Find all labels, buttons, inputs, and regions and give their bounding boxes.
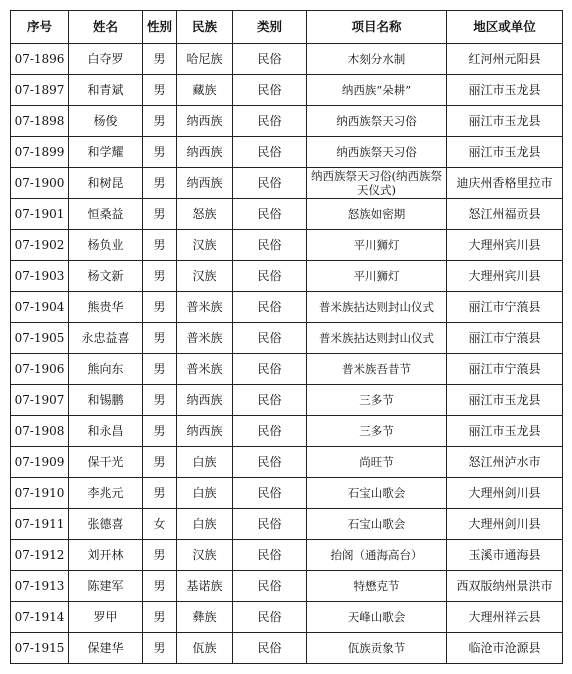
cell-category: 民俗: [233, 540, 307, 571]
cell-gender: 男: [143, 168, 177, 199]
cell-name: 张德喜: [69, 509, 143, 540]
cell-gender: 男: [143, 540, 177, 571]
cell-region: 红河州元阳县: [447, 44, 563, 75]
table-row: [11, 137, 563, 168]
cell-name: 杨负业: [69, 230, 143, 261]
cell-serial: 07-1900: [11, 168, 69, 199]
header-serial: 序号: [11, 11, 69, 44]
cell-serial: 07-1915: [11, 633, 69, 664]
table-row: [11, 633, 563, 664]
table-row: [11, 292, 563, 323]
header-gender: 性别: [143, 11, 177, 44]
cell-name: 陈建军: [69, 571, 143, 602]
cell-category: 民俗: [233, 416, 307, 447]
table-row: [11, 478, 563, 509]
table-row: [11, 602, 563, 633]
cell-serial: 07-1902: [11, 230, 69, 261]
table-row: [11, 509, 563, 540]
cell-ethnicity: 普米族: [177, 323, 233, 354]
table-row: [11, 354, 563, 385]
cell-gender: 男: [143, 416, 177, 447]
cell-name: 白夺罗: [69, 44, 143, 75]
header-category: 类别: [233, 11, 307, 44]
cell-category: 民俗: [233, 44, 307, 75]
cell-name: 和青斌: [69, 75, 143, 106]
cell-ethnicity: 汉族: [177, 230, 233, 261]
cell-ethnicity: 纳西族: [177, 385, 233, 416]
cell-category: 民俗: [233, 323, 307, 354]
cell-region: 丽江市玉龙县: [447, 416, 563, 447]
cell-region: 丽江市玉龙县: [447, 137, 563, 168]
cell-gender: 男: [143, 75, 177, 106]
cell-name: 保建华: [69, 633, 143, 664]
cell-region: 大理州宾川县: [447, 261, 563, 292]
cell-region: 大理州祥云县: [447, 602, 563, 633]
cell-name: 和学耀: [69, 137, 143, 168]
cell-region: 临沧市沧源县: [447, 633, 563, 664]
cell-name: 永忠益喜: [69, 323, 143, 354]
cell-gender: 女: [143, 509, 177, 540]
cell-name: 熊向东: [69, 354, 143, 385]
cell-category: 民俗: [233, 447, 307, 478]
cell-ethnicity: 怒族: [177, 199, 233, 230]
cell-name: 熊贵华: [69, 292, 143, 323]
cell-region: 丽江市玉龙县: [447, 385, 563, 416]
cell-category: 民俗: [233, 261, 307, 292]
cell-project: 普米族拈达则封山仪式: [307, 292, 447, 323]
cell-ethnicity: 纳西族: [177, 168, 233, 199]
cell-region: 丽江市玉龙县: [447, 106, 563, 137]
cell-ethnicity: 普米族: [177, 354, 233, 385]
table-row: [11, 168, 563, 199]
table-header-row: [11, 11, 563, 44]
cell-gender: 男: [143, 292, 177, 323]
cell-name: 杨文新: [69, 261, 143, 292]
cell-gender: 男: [143, 261, 177, 292]
cell-project: 佤族贡象节: [307, 633, 447, 664]
cell-region: 大理州宾川县: [447, 230, 563, 261]
cell-name: 保干光: [69, 447, 143, 478]
cell-project: 木刻分水制: [307, 44, 447, 75]
cell-project: 三多节: [307, 385, 447, 416]
cell-gender: 男: [143, 385, 177, 416]
cell-ethnicity: 白族: [177, 447, 233, 478]
cell-name: 李兆元: [69, 478, 143, 509]
cell-region: 丽江市玉龙县: [447, 75, 563, 106]
cell-gender: 男: [143, 106, 177, 137]
cell-category: 民俗: [233, 571, 307, 602]
cell-serial: 07-1903: [11, 261, 69, 292]
cell-ethnicity: 彝族: [177, 602, 233, 633]
header-project: 项目名称: [307, 11, 447, 44]
table-row: [11, 44, 563, 75]
cell-category: 民俗: [233, 137, 307, 168]
cell-ethnicity: 汉族: [177, 261, 233, 292]
table-row: [11, 447, 563, 478]
cell-category: 民俗: [233, 478, 307, 509]
cell-serial: 07-1907: [11, 385, 69, 416]
table-row: [11, 571, 563, 602]
cell-project: 石宝山歌会: [307, 509, 447, 540]
cell-gender: 男: [143, 447, 177, 478]
cell-serial: 07-1899: [11, 137, 69, 168]
cell-category: 民俗: [233, 354, 307, 385]
table-row: [11, 199, 563, 230]
table-row: [11, 385, 563, 416]
cell-ethnicity: 纳西族: [177, 416, 233, 447]
cell-name: 罗甲: [69, 602, 143, 633]
cell-ethnicity: 白族: [177, 478, 233, 509]
cell-serial: 07-1914: [11, 602, 69, 633]
cell-region: 丽江市宁蒗县: [447, 354, 563, 385]
cell-name: 杨俊: [69, 106, 143, 137]
cell-name: 恒桑益: [69, 199, 143, 230]
cell-serial: 07-1913: [11, 571, 69, 602]
cell-serial: 07-1897: [11, 75, 69, 106]
cell-region: 西双版纳州景洪市: [447, 571, 563, 602]
table-row: [11, 230, 563, 261]
cell-region: 丽江市宁蒗县: [447, 292, 563, 323]
cell-ethnicity: 汉族: [177, 540, 233, 571]
cell-ethnicity: 纳西族: [177, 106, 233, 137]
cell-serial: 07-1909: [11, 447, 69, 478]
cell-serial: 07-1905: [11, 323, 69, 354]
cell-ethnicity: 藏族: [177, 75, 233, 106]
cell-category: 民俗: [233, 106, 307, 137]
cell-ethnicity: 基诺族: [177, 571, 233, 602]
cell-project: 三多节: [307, 416, 447, 447]
cell-gender: 男: [143, 323, 177, 354]
cell-name: 和树昆: [69, 168, 143, 199]
cell-region: 大理州剑川县: [447, 478, 563, 509]
header-ethnicity: 民族: [177, 11, 233, 44]
cell-project: 平川狮灯: [307, 261, 447, 292]
cell-name: 和锡鹏: [69, 385, 143, 416]
cell-category: 民俗: [233, 385, 307, 416]
cell-region: 怒江州福贡县: [447, 199, 563, 230]
cell-serial: 07-1898: [11, 106, 69, 137]
cell-name: 刘开林: [69, 540, 143, 571]
header-name: 姓名: [69, 11, 143, 44]
table-body: [11, 44, 563, 664]
cell-gender: 男: [143, 633, 177, 664]
cell-gender: 男: [143, 137, 177, 168]
cell-project: 特懋克节: [307, 571, 447, 602]
cell-gender: 男: [143, 44, 177, 75]
cell-ethnicity: 普米族: [177, 292, 233, 323]
cell-gender: 男: [143, 230, 177, 261]
cell-category: 民俗: [233, 602, 307, 633]
cell-project: 石宝山歌会: [307, 478, 447, 509]
table-row: [11, 323, 563, 354]
cell-project: 抬阁（通海高台）: [307, 540, 447, 571]
cell-project: 纳西族祭天习俗(纳西族祭天仪式): [307, 168, 447, 199]
cell-project: 纳西族祭天习俗: [307, 137, 447, 168]
cell-region: 丽江市宁蒗县: [447, 323, 563, 354]
cell-project: 普米族吾昔节: [307, 354, 447, 385]
cell-gender: 男: [143, 602, 177, 633]
cell-ethnicity: 佤族: [177, 633, 233, 664]
table-row: [11, 75, 563, 106]
cell-ethnicity: 纳西族: [177, 137, 233, 168]
cell-region: 怒江州泸水市: [447, 447, 563, 478]
cell-ethnicity: 哈尼族: [177, 44, 233, 75]
table-row: [11, 540, 563, 571]
cell-region: 大理州剑川县: [447, 509, 563, 540]
cell-gender: 男: [143, 199, 177, 230]
cell-category: 民俗: [233, 199, 307, 230]
cell-region: 玉溪市通海县: [447, 540, 563, 571]
cell-category: 民俗: [233, 292, 307, 323]
cell-project: 纳西族祭天习俗: [307, 106, 447, 137]
cell-serial: 07-1904: [11, 292, 69, 323]
cell-category: 民俗: [233, 75, 307, 106]
cell-serial: 07-1896: [11, 44, 69, 75]
table-row: [11, 106, 563, 137]
cell-region: 迪庆州香格里拉市: [447, 168, 563, 199]
cell-gender: 男: [143, 478, 177, 509]
table-row: [11, 416, 563, 447]
cell-serial: 07-1908: [11, 416, 69, 447]
cell-serial: 07-1912: [11, 540, 69, 571]
cell-project: 怒族如密期: [307, 199, 447, 230]
cell-gender: 男: [143, 571, 177, 602]
cell-category: 民俗: [233, 230, 307, 261]
cell-category: 民俗: [233, 168, 307, 199]
cell-category: 民俗: [233, 633, 307, 664]
cell-project: 平川狮灯: [307, 230, 447, 261]
cell-ethnicity: 白族: [177, 509, 233, 540]
cell-project: 纳西族“朵耕”: [307, 75, 447, 106]
cell-gender: 男: [143, 354, 177, 385]
cell-project: 天峰山歌会: [307, 602, 447, 633]
cell-category: 民俗: [233, 509, 307, 540]
document-page: [10, 10, 563, 664]
heritage-inheritors-table: [10, 10, 563, 664]
cell-project: 尚旺节: [307, 447, 447, 478]
cell-project: 普米族拈达则封山仪式: [307, 323, 447, 354]
header-region: 地区或单位: [447, 11, 563, 44]
table-row: [11, 261, 563, 292]
cell-serial: 07-1906: [11, 354, 69, 385]
cell-serial: 07-1901: [11, 199, 69, 230]
cell-name: 和永昌: [69, 416, 143, 447]
cell-serial: 07-1911: [11, 509, 69, 540]
cell-serial: 07-1910: [11, 478, 69, 509]
